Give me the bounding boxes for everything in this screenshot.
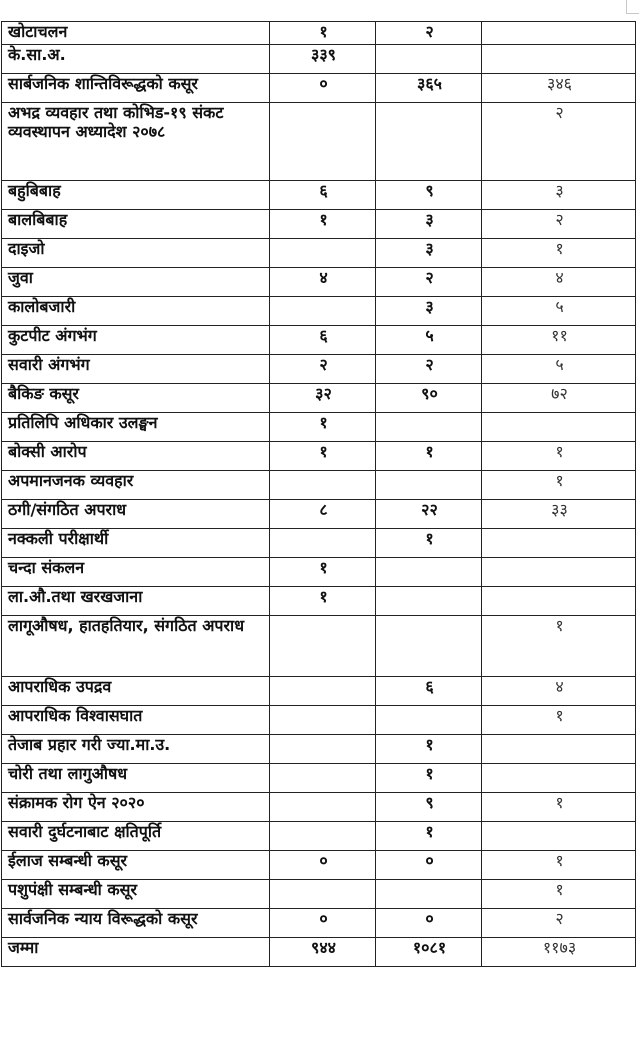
table-row — [2, 793, 636, 822]
row-label: जुवा — [2, 268, 270, 297]
table-row — [2, 210, 636, 239]
row-label: बैकिङ कसूर — [2, 384, 270, 413]
cell-col-3 — [482, 22, 636, 45]
row-label: सवारी दुर्घटनाबाट क्षतिपूर्ति — [2, 822, 270, 851]
cell-col-3: ३३ — [482, 500, 636, 529]
cell-col-3: १ — [482, 616, 636, 677]
cell-col-1: १ — [270, 558, 376, 587]
table-row — [2, 587, 636, 616]
table-row-total — [2, 938, 636, 967]
cell-col-1 — [270, 880, 376, 909]
row-label: दाइजो — [2, 239, 270, 268]
table-row — [2, 706, 636, 735]
cell-col-1 — [270, 103, 376, 181]
cell-col-1: ८ — [270, 500, 376, 529]
table-row — [2, 442, 636, 471]
cell-col-3: १ — [482, 880, 636, 909]
table-row — [2, 22, 636, 45]
table-row — [2, 616, 636, 677]
cell-col-1: ६ — [270, 181, 376, 210]
cell-col-1: ४ — [270, 268, 376, 297]
cell-col-1: १ — [270, 442, 376, 471]
cell-col-3: ४ — [482, 677, 636, 706]
table-row — [2, 268, 636, 297]
cell-col-3 — [482, 735, 636, 764]
table-row — [2, 413, 636, 442]
table-row — [2, 239, 636, 268]
table-row — [2, 326, 636, 355]
cell-col-2: ५ — [376, 326, 482, 355]
total-col-2: १०८१ — [376, 938, 482, 967]
table-row — [2, 384, 636, 413]
row-label: चन्दा संकलन — [2, 558, 270, 587]
cell-col-2: २ — [376, 268, 482, 297]
table-row — [2, 558, 636, 587]
table-row — [2, 764, 636, 793]
cell-col-2: १ — [376, 735, 482, 764]
table-row — [2, 355, 636, 384]
cell-col-3: ३ — [482, 181, 636, 210]
row-label: कुटपीट अंगभंग — [2, 326, 270, 355]
total-col-3: ११७३ — [482, 938, 636, 967]
cell-col-3 — [482, 529, 636, 558]
cell-col-1: ० — [270, 74, 376, 103]
cell-col-3 — [482, 413, 636, 442]
cell-col-1: ६ — [270, 326, 376, 355]
cell-col-3 — [482, 587, 636, 616]
total-col-1: ९४४ — [270, 938, 376, 967]
cell-col-3: १ — [482, 793, 636, 822]
page-corner-mark — [626, 0, 639, 14]
row-label: अपमानजनक व्यवहार — [2, 471, 270, 500]
cell-col-1 — [270, 735, 376, 764]
cell-col-1 — [270, 616, 376, 677]
cell-col-1: १ — [270, 22, 376, 45]
cell-col-3: २ — [482, 103, 636, 181]
cell-col-1: ३२ — [270, 384, 376, 413]
cell-col-1 — [270, 764, 376, 793]
cell-col-3: १ — [482, 442, 636, 471]
cell-col-2: ३ — [376, 297, 482, 326]
cell-col-1: ३३९ — [270, 45, 376, 74]
row-label: तेजाब प्रहार गरी ज्या.मा.उ. — [2, 735, 270, 764]
cell-col-2 — [376, 587, 482, 616]
cell-col-2: ६ — [376, 677, 482, 706]
table-row — [2, 851, 636, 880]
row-label: सार्वजनिक न्याय विरूद्धको कसूर — [2, 909, 270, 938]
cell-col-2 — [376, 413, 482, 442]
row-label: सार्बजनिक शान्तिविरूद्धको कसूर — [2, 74, 270, 103]
table-row — [2, 880, 636, 909]
table-row — [2, 297, 636, 326]
cell-col-1 — [270, 239, 376, 268]
row-label: नक्कली परीक्षार्थी — [2, 529, 270, 558]
cell-col-3 — [482, 45, 636, 74]
cell-col-2 — [376, 616, 482, 677]
cell-col-2 — [376, 558, 482, 587]
cell-col-3 — [482, 764, 636, 793]
table-row — [2, 500, 636, 529]
row-label: चोरी तथा लागुऔषध — [2, 764, 270, 793]
row-label: ईलाज सम्बन्धी कसूर — [2, 851, 270, 880]
cell-col-3: ४ — [482, 268, 636, 297]
cell-col-2: १ — [376, 529, 482, 558]
cell-col-2 — [376, 706, 482, 735]
cell-col-2: ३ — [376, 210, 482, 239]
cell-col-1: १ — [270, 210, 376, 239]
cell-col-3: १ — [482, 851, 636, 880]
row-label: ला.औ.तथा खरखजाना — [2, 587, 270, 616]
row-label: पशुपंक्षी सम्बन्धी कसूर — [2, 880, 270, 909]
cell-col-3 — [482, 558, 636, 587]
table-row — [2, 529, 636, 558]
cell-col-2: १ — [376, 764, 482, 793]
row-label: खोटाचलन — [2, 22, 270, 45]
row-label: संक्रामक रोग ऐन २०२० — [2, 793, 270, 822]
table-row — [2, 735, 636, 764]
table-row — [2, 471, 636, 500]
cell-col-1 — [270, 822, 376, 851]
row-label: बालबिबाह — [2, 210, 270, 239]
cell-col-2: २ — [376, 22, 482, 45]
cell-col-2: ९ — [376, 181, 482, 210]
cell-col-1: ० — [270, 909, 376, 938]
cell-col-1: १ — [270, 587, 376, 616]
cell-col-2 — [376, 471, 482, 500]
cell-col-2: २ — [376, 355, 482, 384]
row-label: आपराधिक उपद्रव — [2, 677, 270, 706]
table-row — [2, 74, 636, 103]
cell-col-1 — [270, 677, 376, 706]
table-row — [2, 677, 636, 706]
cell-col-2: ९० — [376, 384, 482, 413]
cell-col-1: २ — [270, 355, 376, 384]
row-label: लागूऔषध, हातहतियार, संगठित अपराध — [2, 616, 270, 677]
cell-col-3: ५ — [482, 297, 636, 326]
table-row — [2, 181, 636, 210]
cell-col-3: ५ — [482, 355, 636, 384]
cell-col-3: ३४६ — [482, 74, 636, 103]
cell-col-3: २ — [482, 210, 636, 239]
table-row — [2, 45, 636, 74]
row-label: अभद्र व्यवहार तथा कोभिड-१९ संकट व्यवस्थापन अध्यादेश २०७८ — [2, 103, 270, 181]
cell-col-2: ० — [376, 851, 482, 880]
cell-col-3: १ — [482, 471, 636, 500]
row-label: के.सा.अ. — [2, 45, 270, 74]
row-label: बोक्सी आरोप — [2, 442, 270, 471]
cell-col-1 — [270, 529, 376, 558]
cell-col-1 — [270, 471, 376, 500]
cell-col-2 — [376, 45, 482, 74]
row-label: सवारी अंगभंग — [2, 355, 270, 384]
cell-col-3: ७२ — [482, 384, 636, 413]
crime-statistics-table — [1, 21, 636, 967]
cell-col-2: २२ — [376, 500, 482, 529]
cell-col-1: ० — [270, 851, 376, 880]
row-label: ठगी/संगठित अपराध — [2, 500, 270, 529]
row-label: आपराधिक विश्वासघात — [2, 706, 270, 735]
cell-col-3: २ — [482, 909, 636, 938]
cell-col-1 — [270, 297, 376, 326]
cell-col-2 — [376, 880, 482, 909]
table-row — [2, 103, 636, 181]
table-body — [2, 22, 636, 967]
cell-col-1 — [270, 706, 376, 735]
row-label: बहुबिबाह — [2, 181, 270, 210]
cell-col-1: १ — [270, 413, 376, 442]
row-label: कालोबजारी — [2, 297, 270, 326]
table-row — [2, 909, 636, 938]
cell-col-2: १ — [376, 822, 482, 851]
cell-col-1 — [270, 793, 376, 822]
cell-col-2: ३६५ — [376, 74, 482, 103]
cell-col-3: १ — [482, 706, 636, 735]
table-row — [2, 822, 636, 851]
cell-col-2: १ — [376, 442, 482, 471]
cell-col-2: ३ — [376, 239, 482, 268]
cell-col-3 — [482, 822, 636, 851]
cell-col-2: ० — [376, 909, 482, 938]
cell-col-3: १ — [482, 239, 636, 268]
row-label: प्रतिलिपि अधिकार उलङ्घन — [2, 413, 270, 442]
cell-col-2 — [376, 103, 482, 181]
cell-col-3: ११ — [482, 326, 636, 355]
cell-col-2: ९ — [376, 793, 482, 822]
total-label: जम्मा — [2, 938, 270, 967]
